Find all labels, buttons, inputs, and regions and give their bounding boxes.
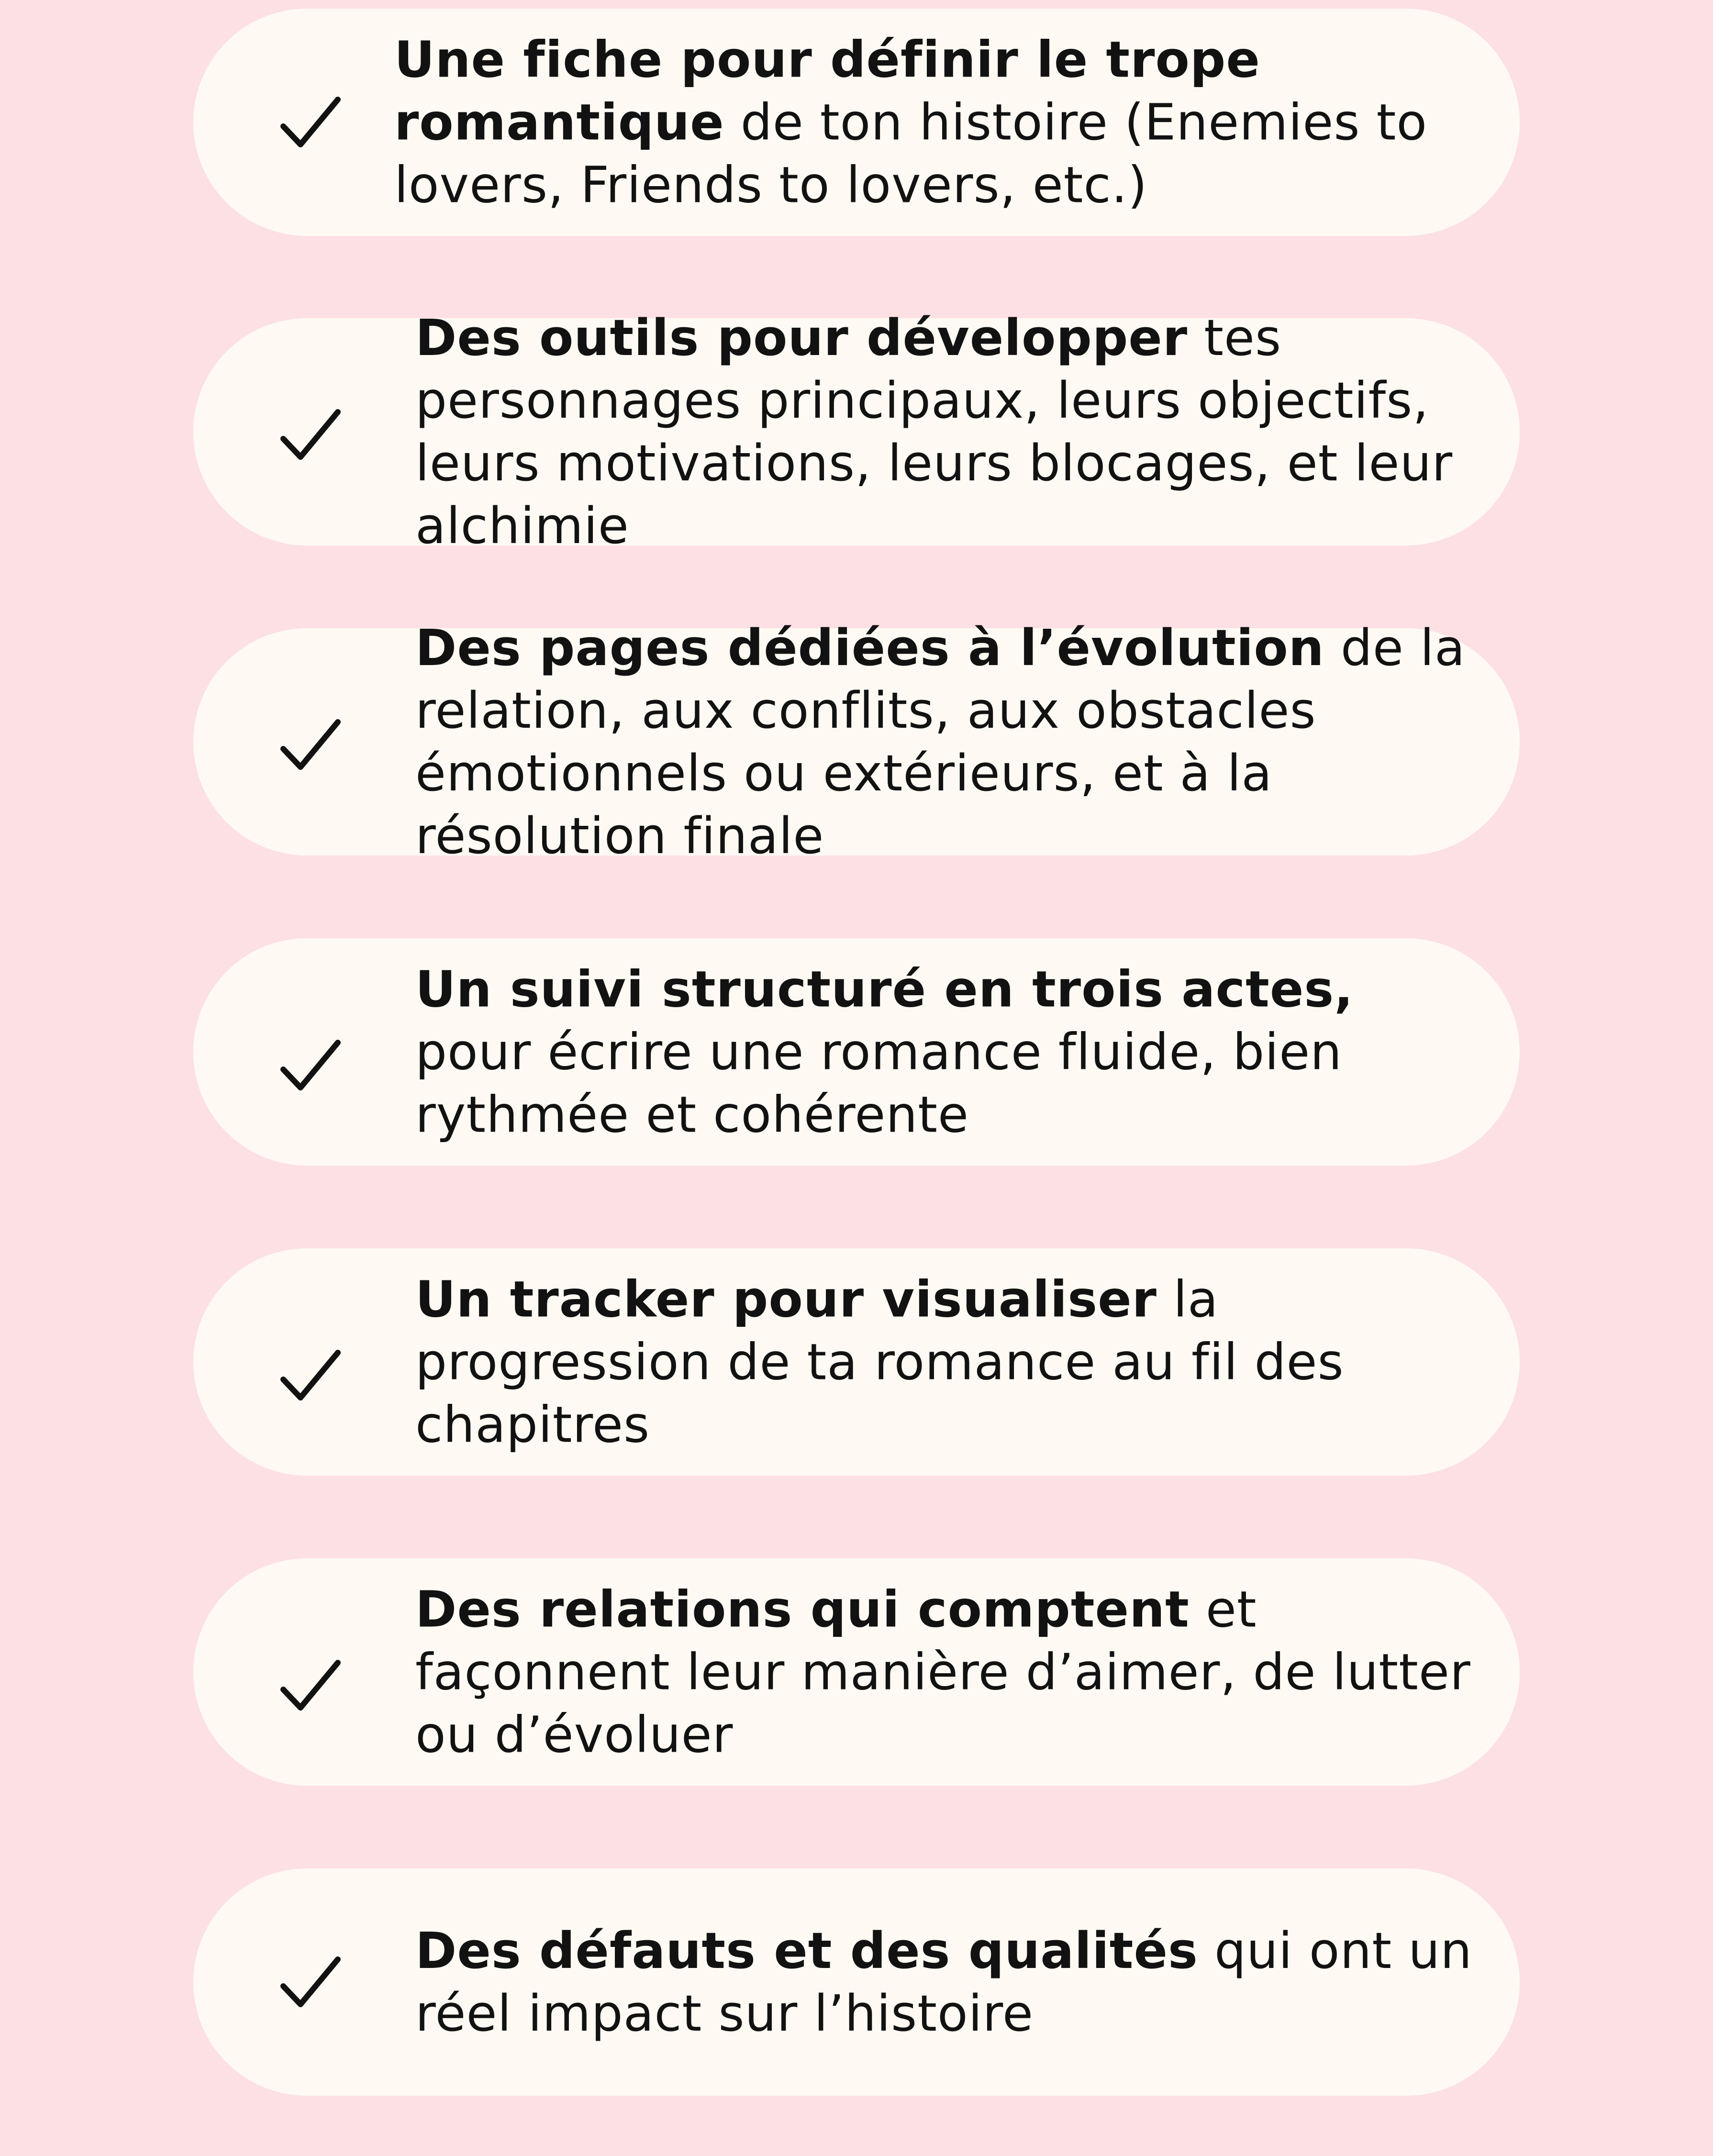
feature-text bbox=[415, 958, 1477, 1146]
feature-text-rest: pour écrire une romance fluide, bien rythmée et cohérente bbox=[415, 1022, 1343, 1144]
feature-text-bold: Un suivi structuré en trois actes, bbox=[415, 960, 1354, 1018]
feature-text-rest: qui ont un réel impact sur l’histoire bbox=[415, 1921, 1473, 2043]
feature-text bbox=[415, 617, 1477, 867]
feature-text-bold: Des outils pour développer bbox=[415, 308, 1188, 367]
feature-card-flaws bbox=[193, 1868, 1520, 2096]
check-icon bbox=[279, 1658, 342, 1713]
feature-card-trope bbox=[193, 9, 1520, 236]
feature-text bbox=[394, 28, 1477, 216]
feature-text bbox=[415, 1578, 1477, 1766]
check-icon bbox=[279, 407, 342, 463]
feature-text-rest: la progression de ta romance au fil des chapitres bbox=[415, 1270, 1344, 1454]
feature-card-tracker bbox=[193, 1248, 1520, 1476]
feature-text-rest: et façonnent leur manière d’aimer, de lutter ou d’évoluer bbox=[415, 1580, 1471, 1764]
feature-card-relations bbox=[193, 1558, 1520, 1786]
feature-text bbox=[415, 1920, 1477, 2045]
feature-text bbox=[415, 307, 1477, 557]
feature-text-rest: de la relation, aux conflits, aux obstacles émotionnels ou extérieurs, et à la résolution finale bbox=[415, 618, 1466, 865]
feature-text bbox=[415, 1268, 1477, 1456]
check-icon bbox=[279, 1038, 342, 1093]
feature-text-bold: Des relations qui comptent bbox=[415, 1580, 1190, 1638]
feature-text-rest: de ton histoire (Enemies to lovers, Friends to lovers, etc.) bbox=[394, 93, 1428, 214]
feature-text-bold: Des pages dédiées à l’évolution bbox=[415, 618, 1324, 677]
feature-text-rest: tes personnages principaux, leurs objectifs, leurs motivations, leurs blocages, et leur alchimie bbox=[415, 308, 1453, 555]
feature-card-three-acts bbox=[193, 938, 1520, 1166]
check-icon bbox=[279, 1955, 342, 2010]
check-icon bbox=[279, 1348, 342, 1403]
feature-card-relationship bbox=[193, 618, 1520, 865]
feature-text-bold: Un tracker pour visualiser bbox=[415, 1270, 1157, 1328]
feature-text-bold: Des défauts et des qualités bbox=[415, 1921, 1198, 1980]
feature-card-characters bbox=[193, 308, 1520, 555]
feature-text-bold: Une fiche pour définir le trope romantique bbox=[394, 30, 1260, 151]
check-icon bbox=[279, 95, 342, 150]
check-icon bbox=[279, 717, 342, 773]
